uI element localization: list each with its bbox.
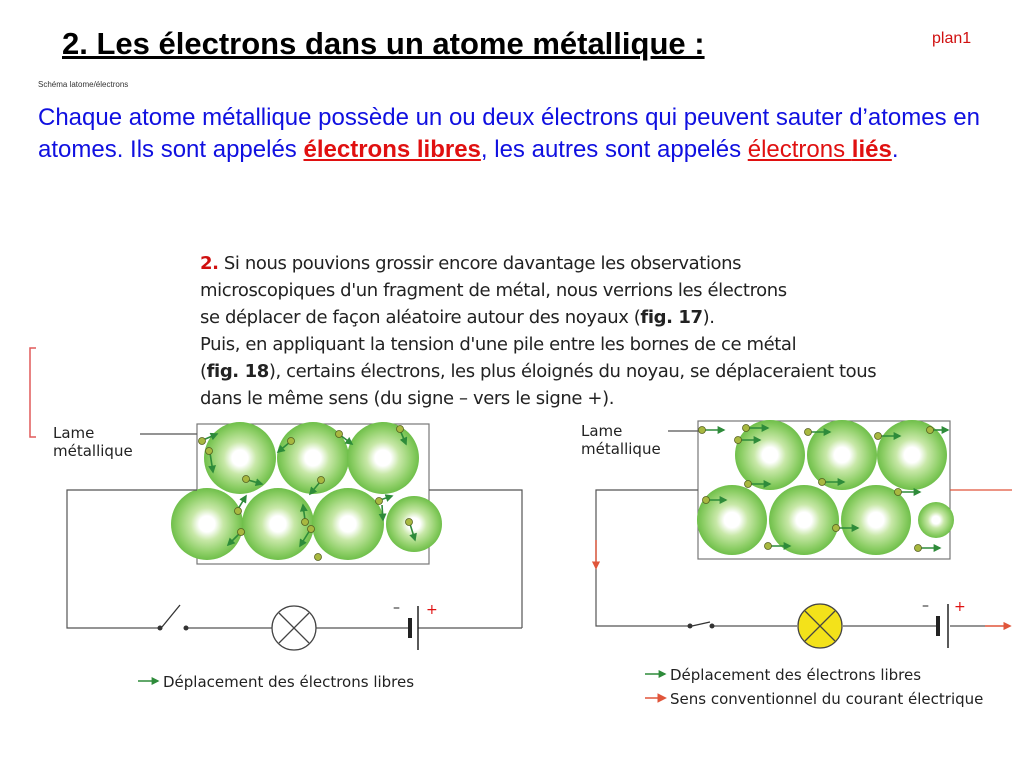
- right-plate-label-1: Lame: [581, 422, 623, 440]
- margin-bracket: [30, 348, 36, 437]
- left-switch: [158, 605, 189, 631]
- left-plate-label-2: métallique: [53, 442, 133, 460]
- right-plus-sign: +: [954, 599, 966, 615]
- left-plus-sign: +: [426, 602, 438, 618]
- left-battery: [410, 606, 418, 650]
- left-legend-text: Déplacement des électrons libres: [163, 673, 415, 691]
- figure-text-line3b: ).: [702, 307, 715, 328]
- right-switch: [688, 622, 715, 629]
- left-plate-label-1: Lame: [53, 424, 95, 442]
- plan-label: plan1: [932, 30, 972, 47]
- free-electrons-term: électrons libres: [303, 136, 481, 163]
- page-title: 2. Les électrons dans un atome métallique :: [62, 26, 705, 61]
- figure-text-line5a: (: [200, 361, 207, 382]
- figure-line-4: Puis, en appliquant la tension d'une pile entre les bornes de ce métal: [200, 334, 797, 355]
- figure-text-line3a: se déplacer de façon aléatoire autour des noyaux (: [200, 307, 641, 328]
- intro-text-2: , les autres sont appelés: [480, 136, 748, 163]
- right-plate-label-2: métallique: [581, 440, 661, 458]
- right-circuit: [581, 420, 1012, 708]
- left-minus-sign: –: [393, 600, 400, 616]
- bound-electrons-term-1: électrons: [747, 136, 852, 163]
- left-circuit: [53, 422, 522, 691]
- bound-electrons-term-2: liés: [851, 136, 892, 163]
- right-legend-current: Sens conventionnel du courant électrique: [670, 690, 984, 708]
- right-minus-sign: –: [922, 598, 929, 614]
- right-legend-electrons: Déplacement des électrons libres: [670, 666, 922, 684]
- small-caption: Schéma latome/électrons: [38, 80, 129, 89]
- figure-line-2: microscopiques d'un fragment de métal, nous verrions les électrons: [200, 280, 787, 301]
- figure-number: 2.: [200, 253, 219, 274]
- left-lamp: [272, 606, 316, 650]
- right-battery: [938, 604, 948, 648]
- right-lamp: [798, 604, 842, 648]
- figure-line-6: dans le même sens (du signe – vers le signe +).: [200, 388, 615, 409]
- fig18-ref: fig. 18: [206, 361, 269, 382]
- intro-end: .: [891, 136, 899, 163]
- figure-text-line1: Si nous pouvions grossir encore davantage les observations: [218, 253, 742, 274]
- figure-text-line5b: ), certains électrons, les plus éloignés du noyau, se déplaceraient tous: [268, 361, 877, 382]
- fig17-ref: fig. 17: [640, 307, 703, 328]
- intro-text-1: Chaque atome métallique possède un ou deux électrons qui peuvent sauter d’atomes en atomes. Ils sont appelés: [38, 104, 980, 163]
